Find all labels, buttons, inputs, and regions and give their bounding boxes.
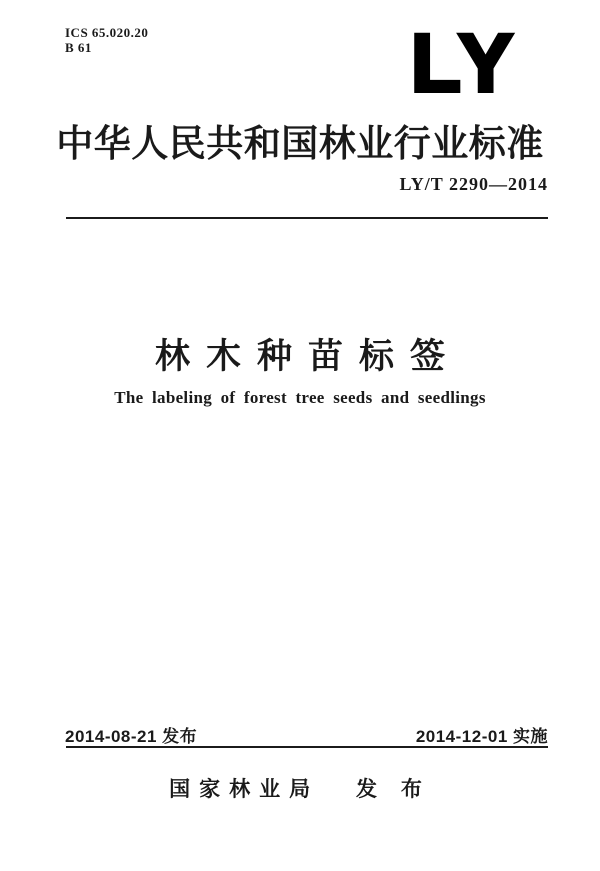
dates-row	[65, 722, 548, 747]
publisher-line	[0, 773, 600, 803]
document-title-chinese: 林木种苗标签	[154, 337, 461, 376]
footer-divider	[66, 746, 548, 748]
header-divider	[66, 217, 548, 219]
document-title-english: The labeling of forest tree seeds and seedlings	[114, 388, 486, 407]
issue-date: 2014-08-21 发布	[65, 727, 198, 746]
standard-number: LY/T 2290—2014	[399, 174, 548, 194]
ics-block	[65, 25, 148, 55]
ly-logo: LY	[410, 18, 518, 109]
publisher-name: 国家林业局	[169, 778, 320, 801]
standard-class-title: 中华人民共和国林业行业标准	[56, 123, 544, 164]
classification-code: B 61	[65, 40, 92, 55]
ics-code: ICS 65.020.20	[65, 25, 149, 40]
implementation-date: 2014-12-01 实施	[415, 727, 548, 746]
publish-label: 发 布	[356, 778, 431, 801]
